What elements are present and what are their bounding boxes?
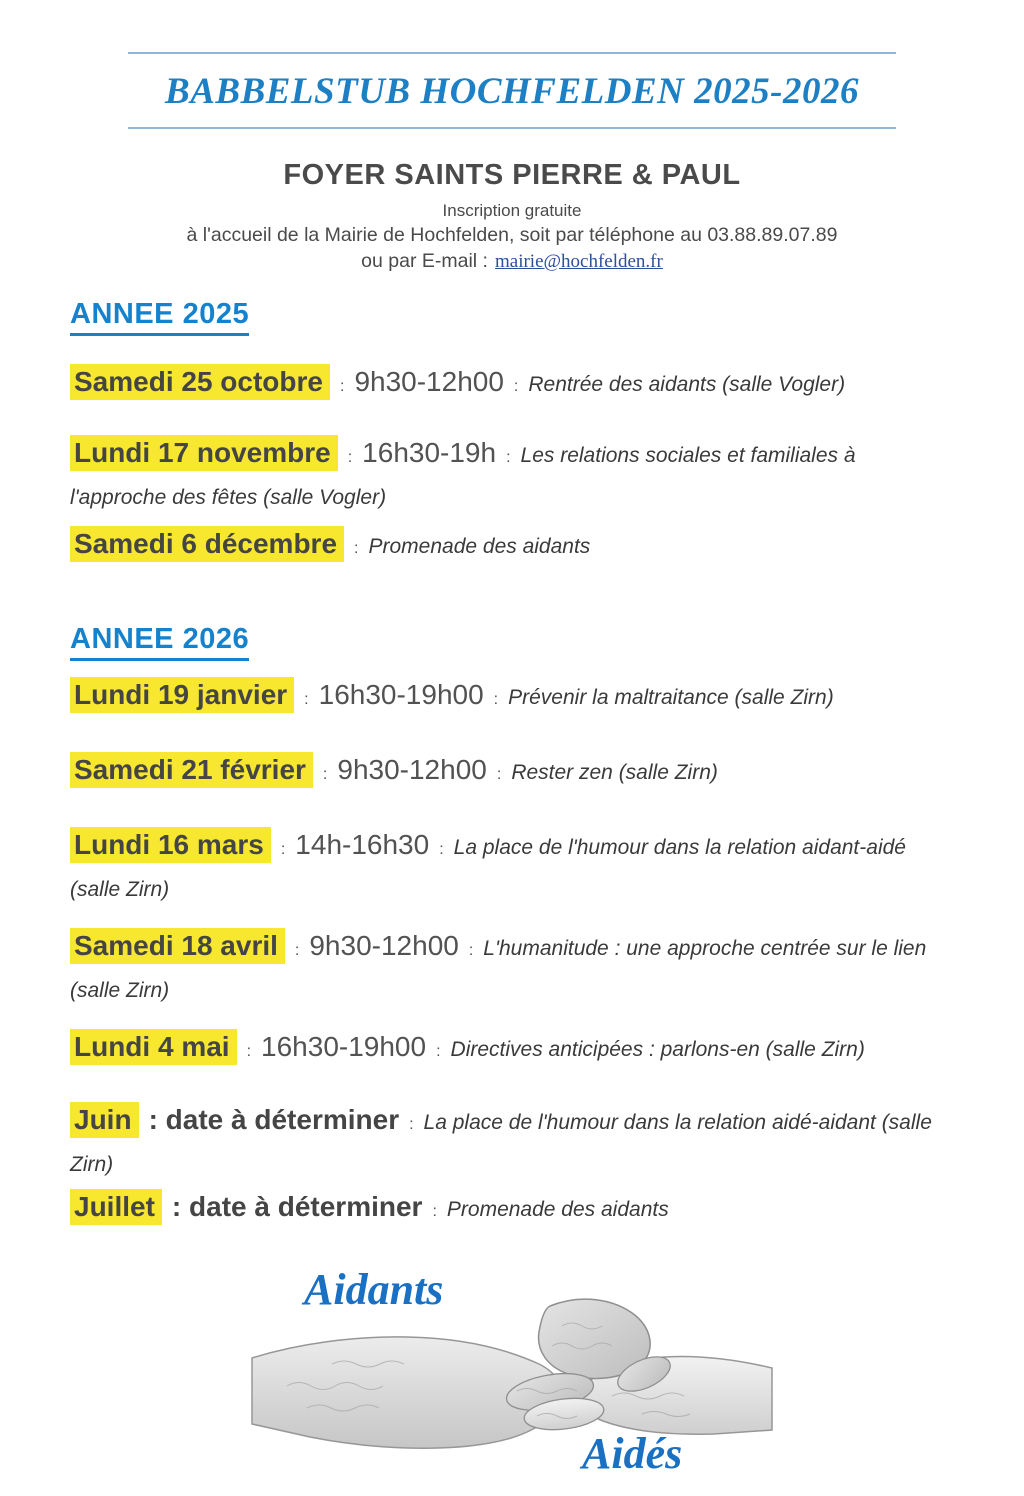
section-heading-2025-label: ANNEE 2025: [70, 298, 249, 336]
event-description: Promenade des aidants: [446, 1198, 669, 1221]
flyer-page: [0, 52, 1024, 1496]
hands-sketch-image: [252, 1246, 772, 1484]
event-description: L'humanitude : une approche centrée sur le lien (salle Zirn): [70, 937, 927, 1002]
event-row-19-janvier: [70, 675, 952, 720]
separator: :: [432, 1203, 437, 1220]
separator: :: [468, 942, 474, 959]
separator: :: [493, 691, 499, 708]
separator: :: [513, 378, 519, 395]
event-time: 16h30-19h00: [318, 679, 484, 710]
event-date: Lundi 19 janvier: [70, 677, 294, 713]
event-description: La place de l'humour dans la relation aidant-aidé (salle Zirn): [70, 836, 906, 901]
event-time: 9h30-12h00: [354, 366, 504, 397]
event-time: 9h30-12h00: [337, 754, 487, 785]
event-description: Prévenir la maltraitance (salle Zirn): [508, 686, 834, 709]
caption-aides: Aidés: [582, 1429, 683, 1478]
event-row-25-octobre: [70, 362, 952, 407]
event-row-21-fevrier: [70, 750, 952, 795]
separator: :: [339, 378, 345, 395]
registration-note: Inscription gratuite: [442, 201, 582, 220]
event-description: La place de l'humour dans la relation aidé-aidant (salle Zirn): [70, 1111, 932, 1176]
event-row-juin: [70, 1100, 952, 1187]
event-row-18-avril: [70, 926, 952, 1013]
section-heading-2026: [70, 623, 1024, 661]
page-title: BABBELSTUB HOCHFELDEN 2025-2026: [165, 71, 859, 112]
event-time: 14h-16h30: [295, 829, 430, 860]
header-rule-bottom: [128, 127, 896, 129]
separator: :: [347, 449, 353, 466]
event-description: Directives anticipées : parlons-en (salle Zirn): [450, 1038, 865, 1061]
event-row-17-novembre: [70, 433, 952, 520]
event-description: Promenade des aidants: [368, 535, 591, 558]
event-time: 16h30-19h00: [261, 1031, 427, 1062]
event-row-6-decembre: [70, 524, 952, 569]
section-heading-2025: [70, 298, 1024, 336]
contact-line: à l'accueil de la Mairie de Hochfelden, soit par téléphone au 03.88.89.07.89: [186, 224, 838, 246]
event-date: Samedi 25 octobre: [70, 364, 330, 400]
event-date: Juillet: [70, 1189, 162, 1225]
separator: :: [506, 449, 511, 466]
event-time: 16h30-19h: [362, 437, 497, 468]
caption-aidants: Aidants: [304, 1265, 444, 1314]
separator: :: [496, 766, 502, 783]
event-date: Samedi 18 avril: [70, 928, 285, 964]
footer-image-block: [0, 1246, 1024, 1489]
separator: :: [304, 691, 309, 708]
separator: :: [322, 766, 328, 783]
separator: :: [294, 942, 300, 959]
event-row-4-mai: [70, 1027, 952, 1072]
separator: :: [409, 1116, 414, 1133]
separator: :: [354, 540, 359, 557]
email-line: [0, 250, 1024, 273]
event-date: Samedi 21 février: [70, 752, 313, 788]
email-prefix: ou par E-mail :: [361, 250, 488, 272]
separator: :: [439, 841, 444, 858]
event-date: Lundi 17 novembre: [70, 435, 338, 471]
event-time: 9h30-12h00: [309, 930, 459, 961]
section-heading-2026-label: ANNEE 2026: [70, 623, 249, 661]
header-rule-top: [128, 52, 896, 54]
venue-name: FOYER SAINTS PIERRE & PAUL: [283, 159, 741, 191]
event-date-suffix: : date à déterminer: [148, 1104, 400, 1135]
event-date-suffix: : date à déterminer: [171, 1191, 423, 1222]
event-date: Juin: [70, 1102, 139, 1138]
email-link[interactable]: mairie@hochfelden.fr: [494, 251, 663, 272]
event-date: Lundi 16 mars: [70, 827, 271, 863]
event-description: Rentrée des aidants (salle Vogler): [528, 373, 846, 396]
separator: :: [436, 1043, 441, 1060]
event-date: Samedi 6 décembre: [70, 526, 344, 562]
event-description: Les relations sociales et familiales à l'approche des fêtes (salle Vogler): [70, 444, 856, 509]
separator: :: [246, 1043, 252, 1060]
event-description: Rester zen (salle Zirn): [511, 761, 718, 784]
event-row-16-mars: [70, 825, 952, 912]
event-date: Lundi 4 mai: [70, 1029, 237, 1065]
event-row-juillet: [70, 1187, 952, 1232]
separator: :: [280, 841, 286, 858]
